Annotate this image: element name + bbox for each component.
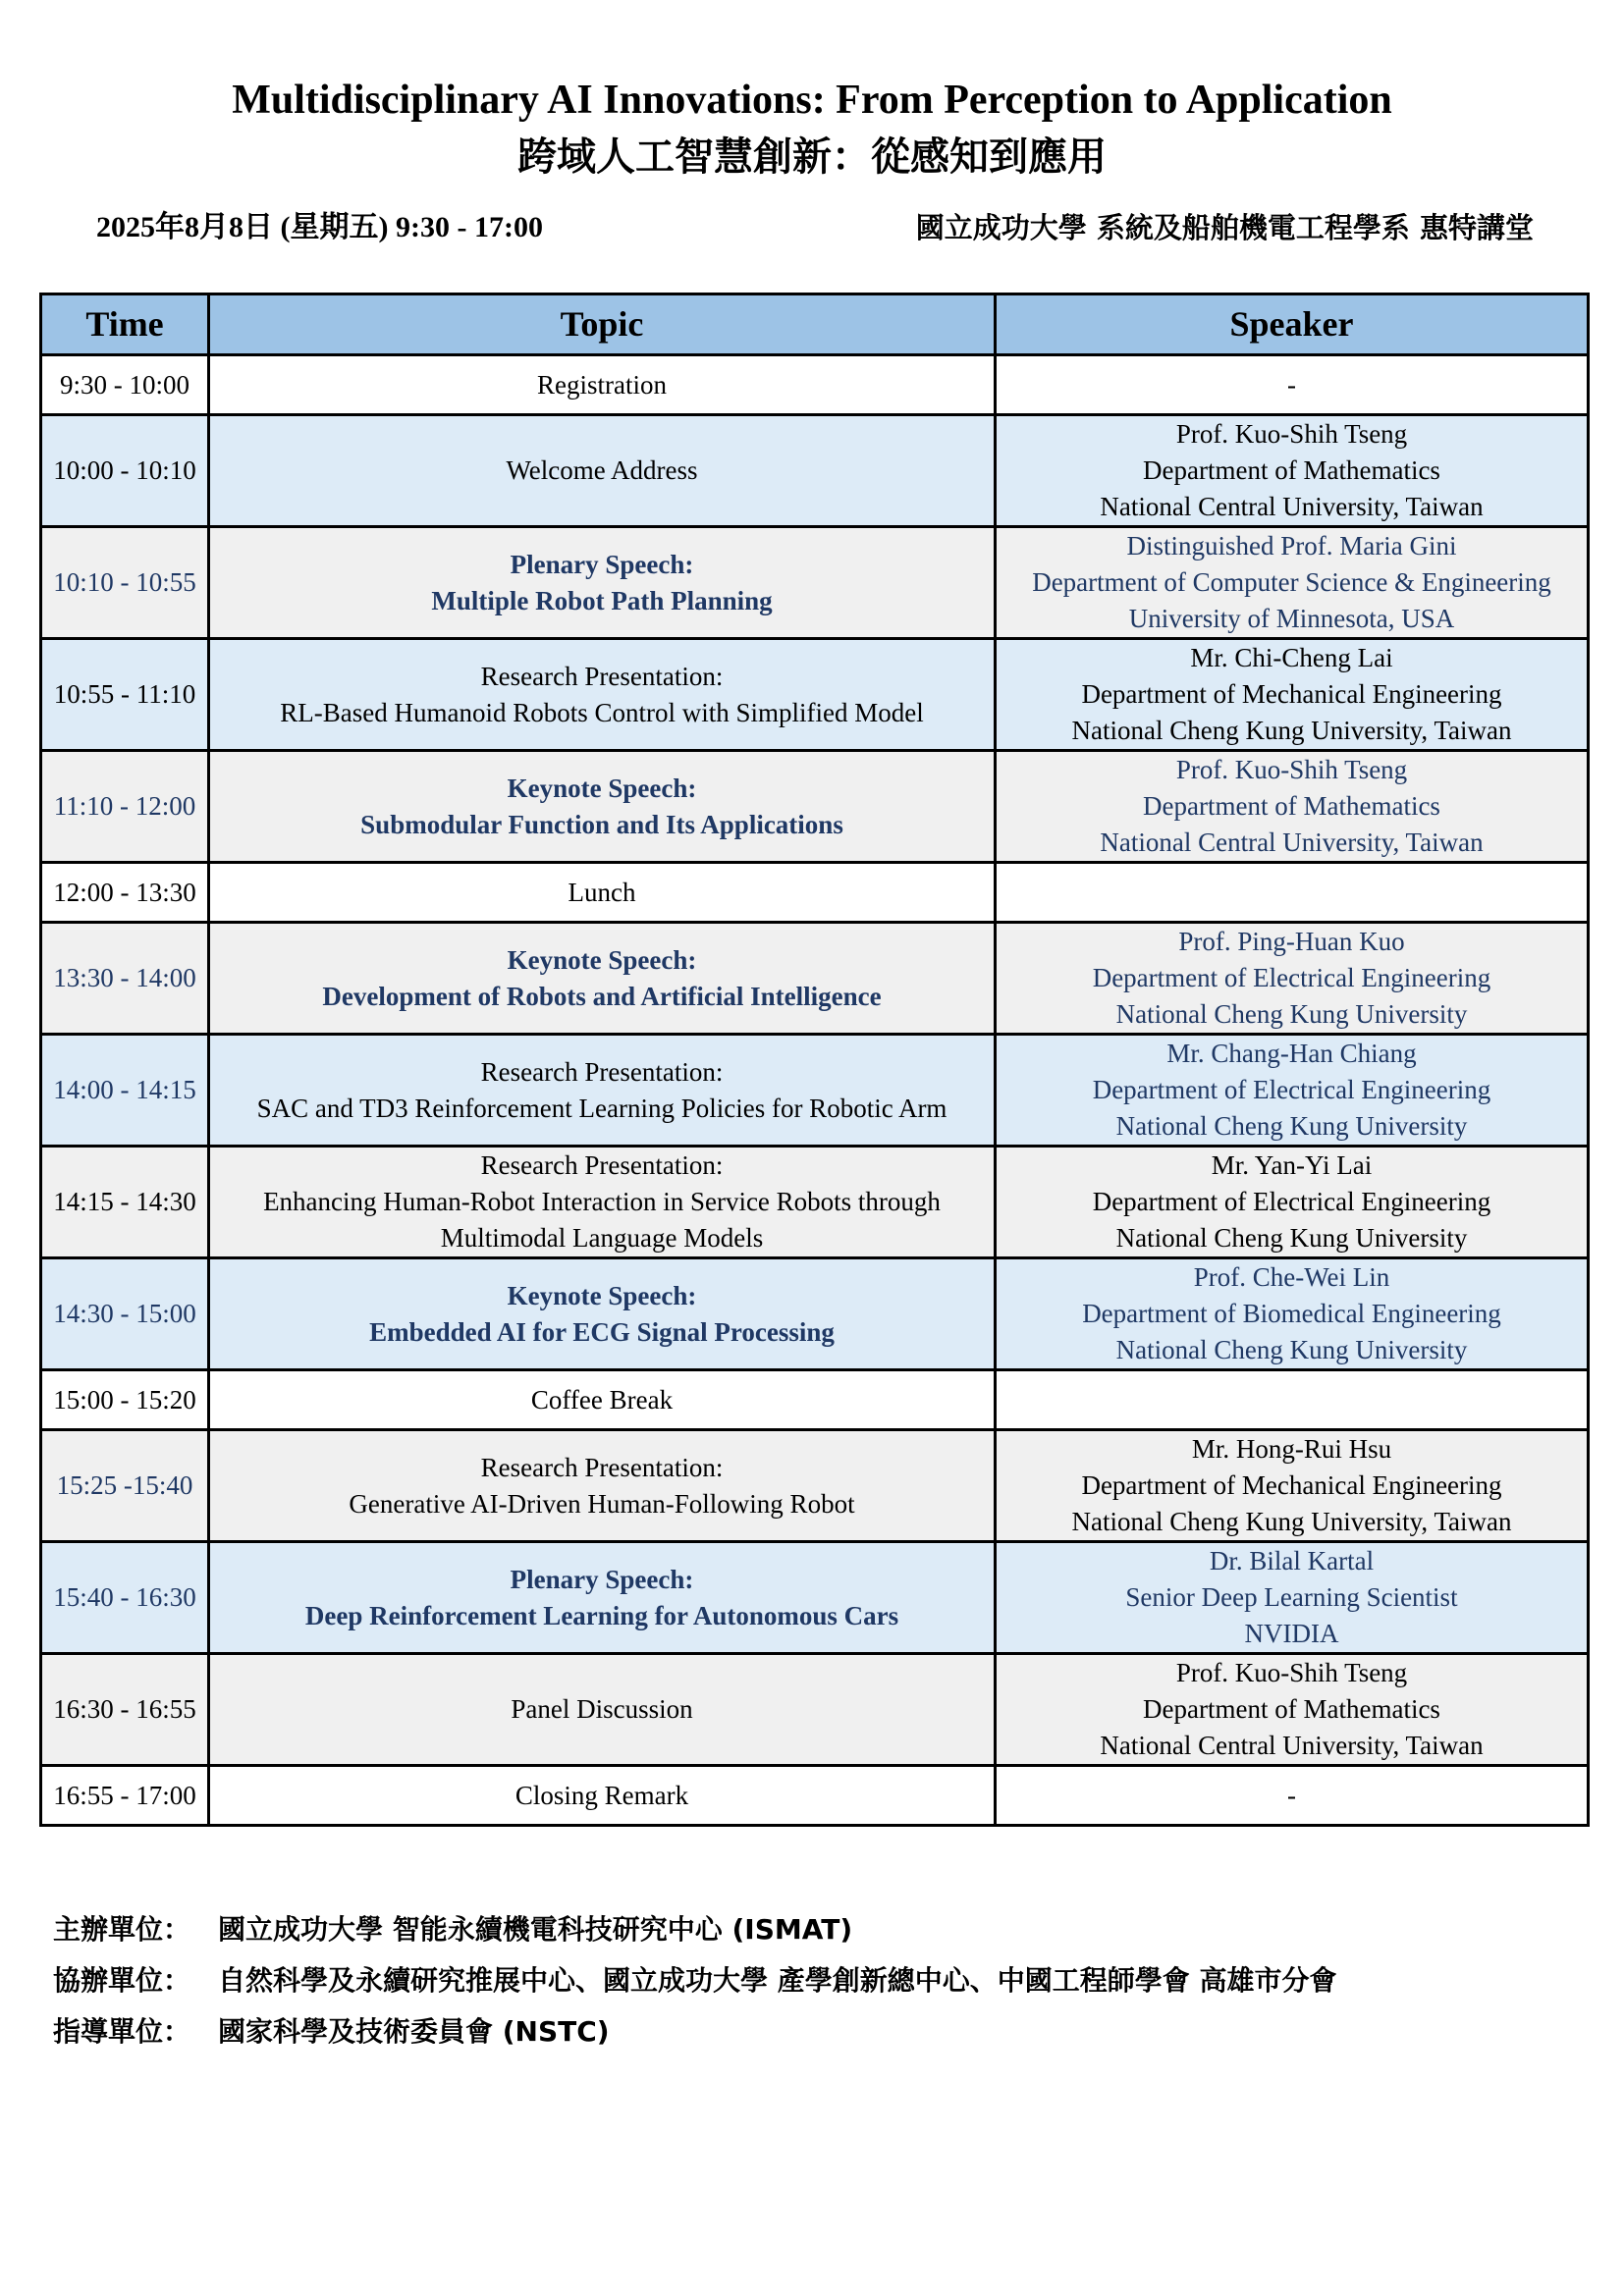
speaker-cell — [996, 751, 1589, 863]
host-row — [53, 1904, 1337, 1955]
topic-cell — [209, 1258, 996, 1370]
speaker-line: National Cheng Kung University — [1115, 1111, 1468, 1141]
table-row — [41, 923, 1589, 1035]
speaker-line: Department of Mechanical Engineering — [1081, 1470, 1502, 1500]
time-cell: 10:00 - 10:10 — [41, 415, 209, 527]
speaker-line: - — [1287, 1780, 1296, 1810]
table-row — [41, 415, 1589, 527]
speaker-line: Senior Deep Learning Scientist — [1125, 1582, 1458, 1612]
advisor-row — [53, 2006, 1337, 2057]
speaker-cell — [996, 863, 1589, 923]
speaker-line: Department of Mathematics — [1143, 791, 1440, 821]
table-row — [41, 1766, 1589, 1826]
topic-cell — [209, 1370, 996, 1430]
time-cell: 14:00 - 14:15 — [41, 1035, 209, 1147]
topic-line: Panel Discussion — [511, 1694, 693, 1724]
topic-line: Lunch — [568, 877, 636, 907]
time-cell: 10:10 - 10:55 — [41, 527, 209, 639]
topic-line: Plenary Speech: — [510, 549, 694, 579]
cohost-label: 協辦單位： — [53, 1964, 191, 1997]
topic-line: Keynote Speech: — [507, 773, 697, 803]
speaker-cell — [996, 1542, 1589, 1654]
speaker-line: National Cheng Kung University, Taiwan — [1071, 716, 1512, 745]
cohost-value: 自然科學及永續研究推展中心、國立成功大學 產學創新總中心、中國工程師學會 高雄市分會 — [218, 1964, 1337, 1997]
topic-cell — [209, 527, 996, 639]
speaker-line: Department of Biomedical Engineering — [1082, 1299, 1501, 1328]
organizers — [53, 1904, 1337, 2057]
table-row — [41, 1258, 1589, 1370]
topic-cell — [209, 923, 996, 1035]
speaker-line: National Cheng Kung University, Taiwan — [1071, 1507, 1512, 1536]
speaker-line: National Central University, Taiwan — [1100, 1731, 1484, 1760]
topic-line: Embedded AI for ECG Signal Processing — [369, 1316, 835, 1347]
topic-cell — [209, 1654, 996, 1766]
speaker-line: Dr. Bilal Kartal — [1209, 1546, 1375, 1575]
topic-line: RL-Based Humanoid Robots Control with Simplified Model — [280, 697, 924, 727]
topic-line: Plenary Speech: — [510, 1564, 694, 1594]
speaker-line: Prof. Ping-Huan Kuo — [1178, 927, 1405, 956]
topic-cell — [209, 639, 996, 751]
speaker-line: Prof. Che-Wei Lin — [1193, 1262, 1390, 1292]
topic-line: Coffee Break — [530, 1384, 674, 1415]
topic-cell — [209, 415, 996, 527]
schedule-body — [41, 355, 1589, 1826]
speaker-line: Prof. Kuo-Shih Tseng — [1175, 419, 1408, 449]
speaker-line: Mr. Chi-Cheng Lai — [1190, 643, 1393, 672]
header-topic: Topic — [209, 294, 996, 355]
speaker-cell — [996, 1654, 1589, 1766]
table-row — [41, 1654, 1589, 1766]
time-cell: 14:30 - 15:00 — [41, 1258, 209, 1370]
time-cell: 15:40 - 16:30 — [41, 1542, 209, 1654]
topic-cell — [209, 355, 996, 415]
advisor-label: 指導單位： — [53, 2015, 191, 2048]
speaker-line: Mr. Yan-Yi Lai — [1211, 1150, 1373, 1180]
speaker-cell — [996, 923, 1589, 1035]
topic-line: Keynote Speech: — [507, 1280, 697, 1310]
topic-cell — [209, 1035, 996, 1147]
topic-line: Enhancing Human-Robot Interaction in Service Robots through — [263, 1187, 941, 1216]
speaker-line: Department of Mathematics — [1143, 1694, 1440, 1724]
topic-line: Deep Reinforcement Learning for Autonomous Cars — [304, 1600, 899, 1630]
speaker-cell — [996, 1147, 1589, 1258]
speaker-cell — [996, 415, 1589, 527]
host-label: 主辦單位： — [53, 1913, 191, 1946]
speaker-line: NVIDIA — [1244, 1619, 1339, 1648]
speaker-cell — [996, 1258, 1589, 1370]
page-title-en: Multidisciplinary AI Innovations: From Perception to Application — [232, 78, 1392, 123]
topic-cell — [209, 1430, 996, 1542]
header-speaker: Speaker — [996, 294, 1589, 355]
speaker-line: Department of Electrical Engineering — [1092, 1187, 1491, 1216]
speaker-line: National Cheng Kung University — [1115, 999, 1468, 1029]
speaker-line: Department of Electrical Engineering — [1092, 963, 1491, 992]
time-cell: 14:15 - 14:30 — [41, 1147, 209, 1258]
speaker-cell — [996, 1035, 1589, 1147]
topic-line: Multimodal Language Models — [440, 1223, 764, 1253]
time-cell: 15:25 -15:40 — [41, 1430, 209, 1542]
speaker-line: Distinguished Prof. Maria Gini — [1126, 531, 1457, 561]
speaker-line: Department of Mathematics — [1143, 455, 1440, 485]
speaker-line: Prof. Kuo-Shih Tseng — [1175, 755, 1408, 784]
topic-cell — [209, 1147, 996, 1258]
schedule-header-row — [41, 294, 1589, 355]
speaker-line: National Central University, Taiwan — [1100, 492, 1484, 521]
time-cell: 16:30 - 16:55 — [41, 1654, 209, 1766]
speaker-cell — [996, 527, 1589, 639]
table-row — [41, 751, 1589, 863]
topic-line: Closing Remark — [514, 1780, 689, 1810]
table-row — [41, 1147, 1589, 1258]
table-row — [41, 1035, 1589, 1147]
topic-line: Development of Robots and Artificial Intelligence — [322, 981, 882, 1011]
table-row — [41, 1370, 1589, 1430]
speaker-line: National Cheng Kung University — [1115, 1335, 1468, 1364]
time-cell: 13:30 - 14:00 — [41, 923, 209, 1035]
topic-line: Registration — [537, 369, 667, 400]
topic-line: Submodular Function and Its Applications — [360, 809, 843, 839]
event-date: 2025年8月8日 (星期五) 9:30 - 17:00 — [96, 211, 543, 243]
speaker-line: Department of Electrical Engineering — [1092, 1075, 1491, 1104]
speaker-cell — [996, 1766, 1589, 1826]
speaker-cell — [996, 1370, 1589, 1430]
speaker-line: Mr. Chang-Han Chiang — [1166, 1039, 1417, 1068]
time-cell: 16:55 - 17:00 — [41, 1766, 209, 1826]
speaker-line: Department of Mechanical Engineering — [1081, 679, 1502, 709]
topic-line: Keynote Speech: — [507, 944, 697, 975]
topic-line: Research Presentation: — [480, 661, 724, 691]
time-cell: 12:00 - 13:30 — [41, 863, 209, 923]
topic-line: Research Presentation: — [480, 1056, 724, 1087]
speaker-line: National Cheng Kung University — [1115, 1223, 1468, 1253]
speaker-cell — [996, 355, 1589, 415]
event-venue: 國立成功大學 系統及船舶機電工程學系 惠特講堂 — [915, 211, 1534, 244]
time-cell: 9:30 - 10:00 — [41, 355, 209, 415]
header-time: Time — [41, 294, 209, 355]
table-row — [41, 863, 1589, 923]
topic-line: Multiple Robot Path Planning — [431, 585, 773, 615]
speaker-line: Department of Computer Science & Engineering — [1032, 567, 1551, 597]
page-title-zh: 跨域人工智慧創新：從感知到應用 — [517, 134, 1107, 180]
speaker-line: National Central University, Taiwan — [1100, 828, 1484, 857]
topic-line: Research Presentation: — [480, 1150, 724, 1180]
table-row — [41, 639, 1589, 751]
time-cell: 15:00 - 15:20 — [41, 1370, 209, 1430]
speaker-cell — [996, 1430, 1589, 1542]
table-row — [41, 1430, 1589, 1542]
topic-line: SAC and TD3 Reinforcement Learning Policies for Robotic Arm — [256, 1093, 947, 1123]
topic-cell — [209, 751, 996, 863]
table-row — [41, 1542, 1589, 1654]
topic-line: Generative AI-Driven Human-Following Robot — [349, 1488, 855, 1519]
time-cell: 10:55 - 11:10 — [41, 639, 209, 751]
speaker-cell — [996, 639, 1589, 751]
speaker-line: Prof. Kuo-Shih Tseng — [1175, 1658, 1408, 1687]
table-row — [41, 527, 1589, 639]
time-cell: 11:10 - 12:00 — [41, 751, 209, 863]
topic-cell — [209, 863, 996, 923]
table-row — [41, 355, 1589, 415]
schedule-table — [39, 293, 1590, 1827]
topic-line: Research Presentation: — [480, 1452, 724, 1482]
topic-cell — [209, 1766, 996, 1826]
topic-line: Welcome Address — [506, 455, 698, 485]
advisor-value: 國家科學及技術委員會 (NSTC) — [218, 2015, 610, 2048]
speaker-line: Mr. Hong-Rui Hsu — [1191, 1434, 1392, 1464]
speaker-line: University of Minnesota, USA — [1128, 604, 1455, 633]
cohost-row — [53, 1955, 1337, 2006]
topic-cell — [209, 1542, 996, 1654]
host-value: 國立成功大學 智能永續機電科技研究中心 (ISMAT) — [218, 1913, 853, 1946]
speaker-line: - — [1287, 369, 1296, 400]
